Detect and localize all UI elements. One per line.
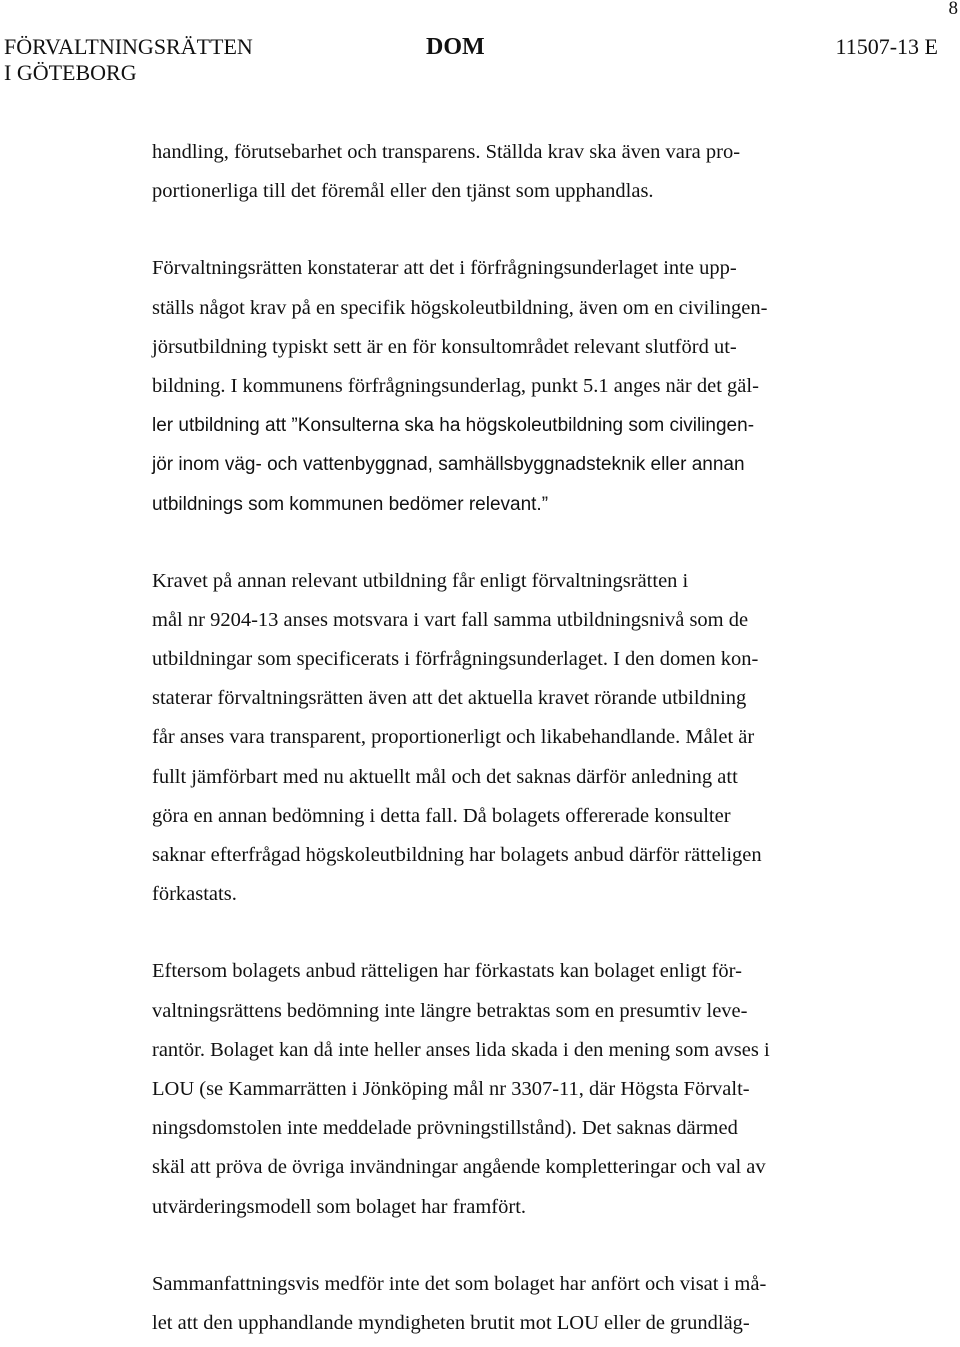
court-name-line-1: FÖRVALTNINGSRÄTTEN <box>4 34 253 59</box>
text-line: jörsutbildning typiskt sett är en för konsultområdet relevant slutförd ut- <box>152 335 737 358</box>
text-line: let att den upphandlande myndigheten brutit mot LOU eller de grundläg- <box>152 1311 750 1334</box>
text-line: utbildningar som specificerats i förfrågningsunderlaget. I den domen kon- <box>152 648 759 671</box>
court-name <box>4 34 253 86</box>
text-line: bildning. I kommunens förfrågningsunderlag, punkt 5.1 anges när det gäl- <box>152 374 759 397</box>
text-line: ningsdomstolen inte meddelade prövningstillstånd). Det saknas därmed <box>152 1117 738 1140</box>
text-line: saknar efterfrågad högskoleutbildning har bolagets anbud därför rätteligen <box>152 844 762 866</box>
quoted-text-line: ler utbildning att ”Konsulterna ska ha högskoleutbildning som civilingen- <box>152 415 755 437</box>
text-line: Eftersom bolagets anbud rätteligen har förkastats kan bolaget enligt för- <box>152 960 742 983</box>
text-line: staterar förvaltningsrätten även att det aktuella kravet rörande utbildning <box>152 687 747 710</box>
text-line: mål nr 9204-13 anses motsvara i vart fall samma utbildningsnivå som de <box>152 608 749 631</box>
case-number: 11507-13 E <box>835 34 938 59</box>
text-line: fullt jämförbart med nu aktuellt mål och det saknas därför anledning att <box>152 765 738 788</box>
text-line: ställs något krav på en specifik högskoleutbildning, även om en civilingen- <box>152 296 768 319</box>
page-number: 8 <box>948 0 958 19</box>
paragraph-2 <box>152 249 852 523</box>
text-line: förkastats. <box>152 883 237 906</box>
paragraph-5 <box>152 1265 852 1343</box>
text-line: LOU (se Kammarrätten i Jönköping mål nr 3307-11, där Högsta Förvalt- <box>152 1077 750 1100</box>
quoted-text-line: utbildnings som kommunen bedömer relevant.” <box>152 493 549 515</box>
text-line: skäl att pröva de övriga invändningar angående kompletteringar och val av <box>152 1156 766 1179</box>
text-line: valtningsrättens bedömning inte längre betraktas som en presumtiv leve- <box>152 999 748 1022</box>
text-line: får anses vara transparent, proportionerligt och likabehandlande. Målet är <box>152 726 755 749</box>
text-line: handling, förutsebarhet och transparens. Ställda krav ska även vara pro- <box>152 141 741 163</box>
paragraph-1 <box>152 133 852 211</box>
text-line: Kravet på annan relevant utbildning får enligt förvaltningsrätten i <box>152 569 689 592</box>
text-line: utvärderingsmodell som bolaget har framfört. <box>152 1195 527 1218</box>
text-line: göra en annan bedömning i detta fall. Då bolagets offererade konsulter <box>152 804 731 827</box>
document-type: DOM <box>426 34 485 60</box>
paragraph-3 <box>152 562 852 915</box>
document-header <box>0 34 960 90</box>
text-line: Sammanfattningsvis medför inte det som bolaget har anfört och visat i må- <box>152 1272 767 1295</box>
text-line: portionerliga till det föremål eller den tjänst som upphandlas. <box>152 180 654 203</box>
text-line: Förvaltningsrätten konstaterar att det i förfrågningsunderlaget inte upp- <box>152 257 737 280</box>
court-name-line-2: I GÖTEBORG <box>4 60 137 85</box>
text-line: rantör. Bolaget kan då inte heller anses lida skada i den mening som avses i <box>152 1038 770 1061</box>
paragraph-4 <box>152 952 852 1226</box>
quoted-text-line: jör inom väg- och vattenbyggnad, samhällsbyggnadsteknik eller annan <box>152 454 745 476</box>
document-body <box>152 133 852 1343</box>
